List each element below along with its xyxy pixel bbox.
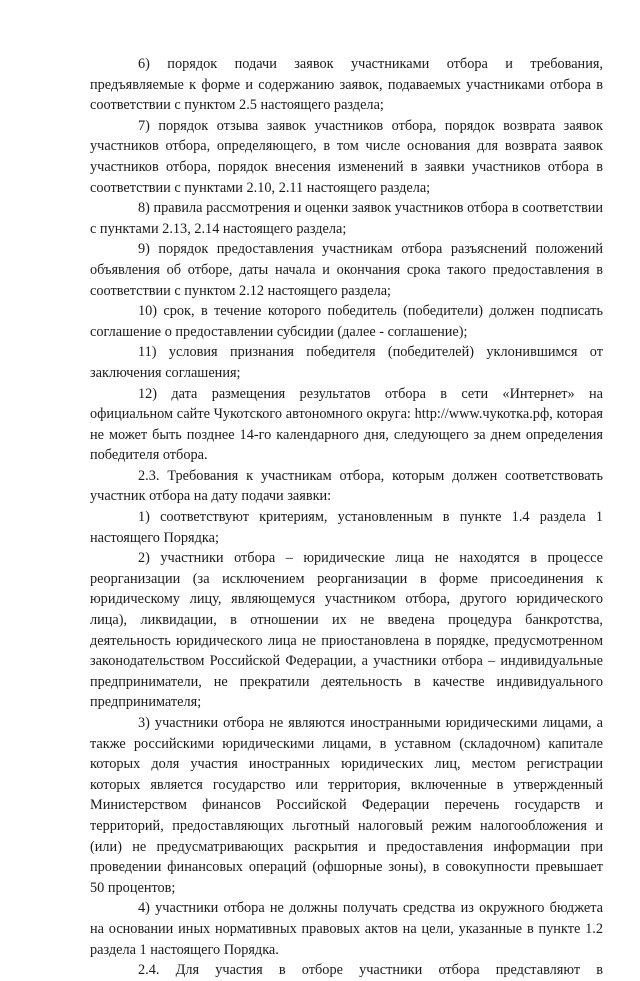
section-2-4-start: 2.4. Для участия в отборе участники отбора представляют в <box>138 962 603 979</box>
paragraph-item-11: 11) условия признания победителя (победителей) уклонившимся от заключения соглашения; <box>90 344 603 381</box>
paragraph-item-10: 10) срок, в течение которого победитель (победители) должен подписать соглашение о предоставлении субсидии (далее - соглашение); <box>90 303 603 340</box>
paragraph-item-12: 12) дата размещения результатов отбора в сети «Интернет» на официальном сайте Чукотского автономного округа: http://www.чукотка.рф, которая не может быть позднее 14-го календарного дня, следующего за днем определения победителя отбора. <box>90 385 603 464</box>
section-2-3-heading: 2.3. Требования к участникам отбора, которым должен соответствовать участник отбора на дату подачи заявки: <box>90 467 603 505</box>
requirement-item-3: 3) участники отбора не являются иностранными юридическими лицами, а также российскими юридическими лицами, в уставном (складочном) капитале которых доля участия иностранных юридических лиц, местом регистрации которых является государство или территория, включенные в утвержденный Министерством финансов Российской Федерации перечень государств и территорий, предоставляющих льготный налоговый режим налогообложения и (или) не предусматривающих раскрытия и предоставления информации при проведении финансовых операций (офшорные зоны), в совокупности превышает 50 процентов; <box>90 715 603 896</box>
document-page <box>90 54 603 981</box>
requirement-item-2: 2) участники отбора – юридические лица не находятся в процессе реорганизации (за исключением реорганизации в форме присоединения к юридическому лицу, являющемуся участником отбора, другого юридического лица), ликвидации, в отношении их не введена процедура банкротства, деятельность юридического лица не приостановлена в порядке, предусмотренном законодательством Российской Федерации, а участники отбора – индивидуальные предприниматели, не прекратили деятельность в качестве индивидуального предпринимателя; <box>90 550 603 711</box>
paragraph-item-6: 6) порядок подачи заявок участниками отбора и требования, предъявляемые к форме и содержанию заявок, подаваемых участниками отбора в соответствии с пунктом 2.5 настоящего раздела; <box>90 56 603 114</box>
requirement-item-1: 1) соответствуют критериям, установленным в пункте 1.4 раздела 1 настоящего Порядка; <box>90 509 603 546</box>
paragraph-item-8: 8) правила рассмотрения и оценки заявок участников отбора в соответствии с пунктами 2.13, 2.14 настоящего раздела; <box>90 200 603 237</box>
paragraph-item-7: 7) порядок отзыва заявок участников отбора, порядок возврата заявок участников отбора, определяющего, в том числе основания для возврата заявок участников отбора, порядок внесения изменений в заявки участников отбора в соответствии с пунктами 2.10, 2.11 настоящего раздела; <box>90 117 603 196</box>
requirement-item-4: 4) участники отбора не должны получать средства из окружного бюджета на основании иных нормативных правовых актов на цели, указанные в пункте 1.2 раздела 1 настоящего Порядка. <box>90 900 603 958</box>
paragraph-item-9: 9) порядок предоставления участникам отбора разъяснений положений объявления об отборе, даты начала и окончания срока такого предоставления в соответствии с пунктом 2.12 настоящего раздела; <box>90 241 603 299</box>
